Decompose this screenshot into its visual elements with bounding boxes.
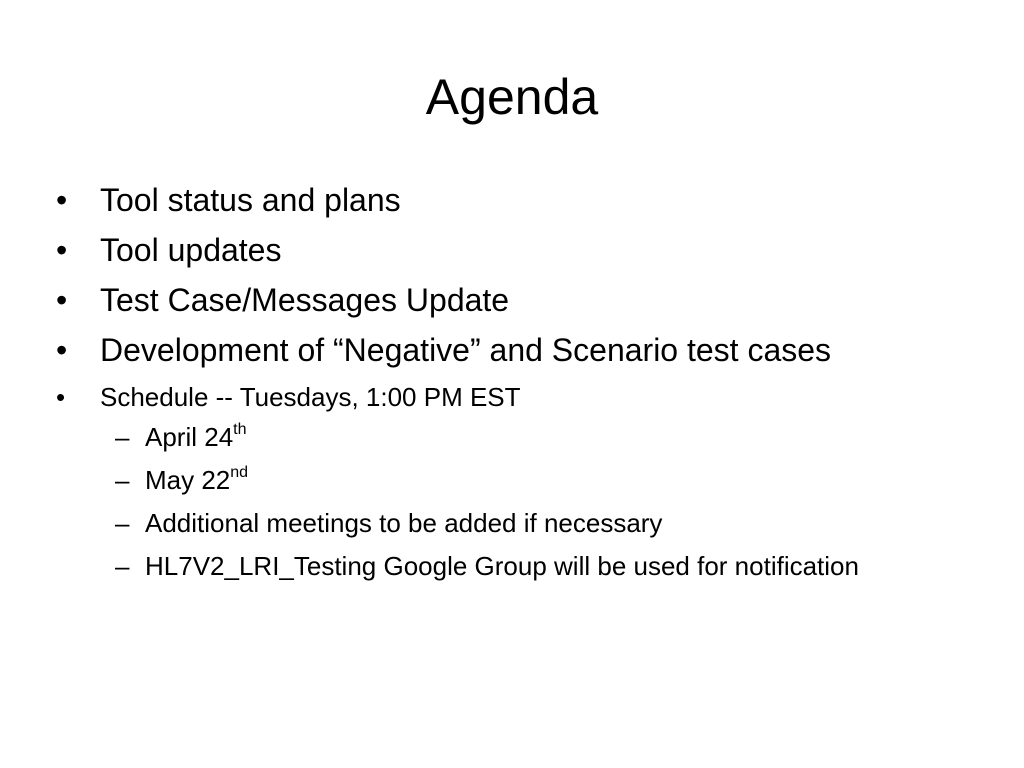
slide-body bbox=[56, 180, 956, 592]
dash-icon: – bbox=[115, 508, 130, 538]
bullet-icon: • bbox=[56, 282, 68, 318]
list-item bbox=[56, 230, 956, 270]
sub-list-item-text: May 22 bbox=[145, 465, 231, 495]
bullet-icon: • bbox=[56, 182, 68, 218]
dash-icon: – bbox=[115, 551, 130, 581]
list-item bbox=[56, 380, 956, 414]
list-item bbox=[56, 330, 956, 370]
sub-list-item bbox=[101, 506, 956, 540]
sub-list-item bbox=[101, 549, 956, 583]
bullet-icon: • bbox=[56, 332, 68, 368]
sub-list-item-text: Additional meetings to be added if necessary bbox=[145, 508, 663, 538]
slide-title: Agenda bbox=[425, 69, 599, 125]
list-item bbox=[56, 180, 956, 220]
sub-list-item bbox=[101, 420, 956, 454]
sub-list-item bbox=[101, 463, 956, 497]
ordinal-suffix: nd bbox=[230, 464, 249, 481]
sub-list-item-text: HL7V2_LRI_Testing Google Group will be used for notification bbox=[145, 551, 859, 581]
list-item-text: Schedule -- Tuesdays, 1:00 PM EST bbox=[100, 382, 521, 412]
bullet-icon: • bbox=[56, 382, 66, 412]
list-item-text: Test Case/Messages Update bbox=[100, 282, 510, 318]
list-item-text: Tool updates bbox=[100, 232, 282, 268]
dash-icon: – bbox=[115, 465, 130, 495]
list-item-text: Tool status and plans bbox=[100, 182, 401, 218]
dash-icon: – bbox=[115, 422, 130, 452]
list-item bbox=[56, 280, 956, 320]
ordinal-suffix: th bbox=[233, 421, 247, 438]
list-item-text: Development of “Negative” and Scenario test cases bbox=[100, 332, 832, 368]
bullet-icon: • bbox=[56, 232, 68, 268]
sub-list-item-text: April 24 bbox=[145, 422, 234, 452]
